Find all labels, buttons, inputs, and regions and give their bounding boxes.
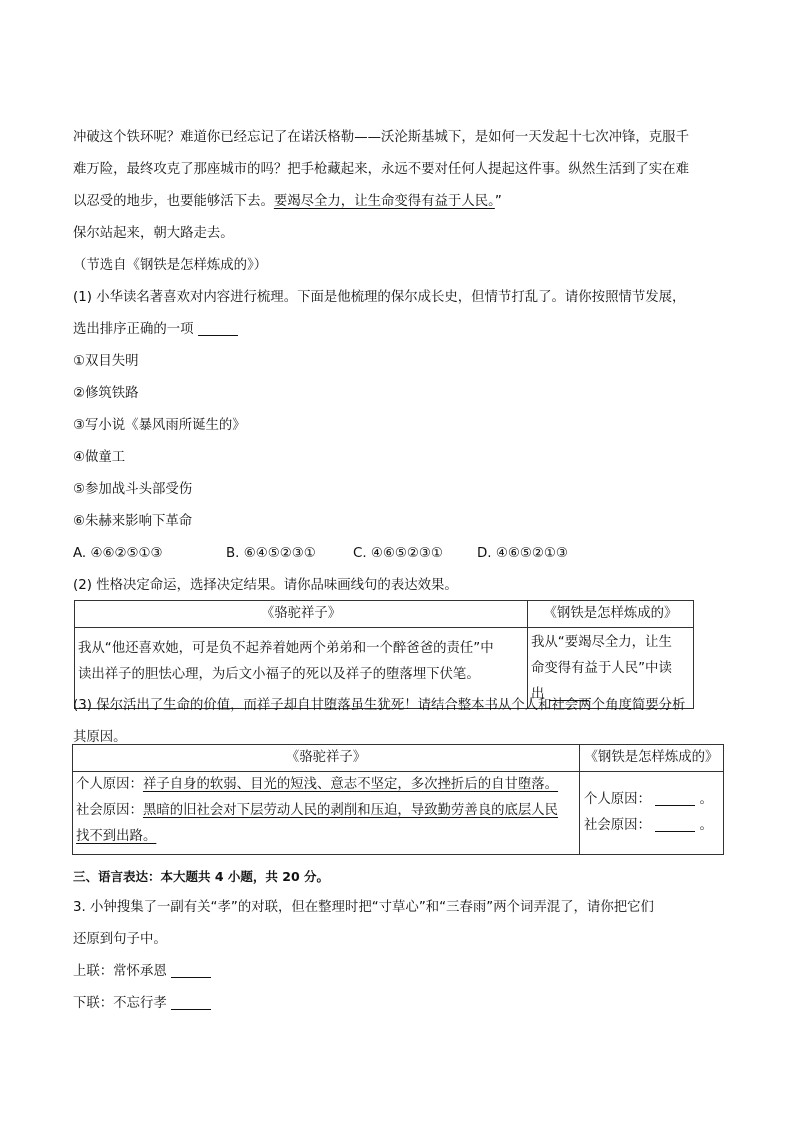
answer-blank[interactable] [171, 995, 211, 1010]
q1-item: ②修筑铁路 [73, 386, 139, 401]
q3-table [72, 744, 724, 855]
option-c[interactable]: C. ④⑥⑤②③① [353, 546, 443, 561]
q3-personal-line [76, 772, 576, 798]
option-a[interactable]: A. ④⑥②⑤①③ [73, 546, 163, 561]
q3-col2-header: 《钢铁是怎样炼成的》 [580, 745, 724, 772]
option-d[interactable]: D. ④⑥⑤②①③ [477, 546, 568, 561]
q2-col1-header: 《骆驼祥子》 [75, 601, 528, 628]
upper-couplet [73, 962, 211, 982]
q2-col1-line: 我从“他还喜欢她，可是负不起养着她两个弟弟和一个醉爸爸的责任”中 [78, 641, 494, 656]
q1-stem-line-1: (1) 小华读名著喜欢对内容进行梳理。下面是他梳理的保尔成长史，但情节打乱了。请你按照情节发展， [73, 290, 686, 305]
q2-col2-line: 命变得有益于人民”中读 [531, 661, 672, 676]
q1-item: ④做童工 [73, 450, 126, 465]
q2-table [74, 600, 694, 709]
period: 。 [699, 792, 713, 807]
answer-blank[interactable] [655, 817, 695, 832]
q3-col2-cell [580, 772, 724, 855]
personal-label: 个人原因： [76, 777, 143, 792]
passage-line-4: 保尔站起来，朝大路走去。 [73, 226, 234, 241]
option-b[interactable]: B. ⑥④⑤②③① [226, 546, 316, 561]
q3-social-line [76, 798, 576, 824]
passage-text: 以忍受的地步，也要能够活下去。 [73, 194, 274, 209]
upper-couplet-text: 上联：常怀承恩 [73, 964, 167, 979]
social-answer: 黑暗的旧社会对下层劳动人民的剥削和压迫，导致勤劳善良的底层人民 [142, 803, 559, 818]
q3-stem-line-1: (3) 保尔活出了生命的价值，而祥子却自甘堕落虽生犹死！请结合整本书从个人和社会两个角度简要分析 [73, 698, 686, 713]
social-label: 社会原因： [584, 818, 651, 833]
q1-stem-text: 选出排序正确的一项 [73, 322, 194, 337]
q1-item: ①双目失明 [73, 354, 139, 369]
passage-line-1: 冲破这个铁环呢？难道你已经忘记了在诺沃格勒——沃沦斯基城下，是如何一天发起十七次冲锋，克服千 [73, 130, 689, 145]
q2-col2-header: 《钢铁是怎样炼成的》 [528, 601, 694, 628]
q3-stem-line-2: 其原因。 [73, 730, 127, 745]
q1-item: ③写小说《暴风雨所诞生的》 [73, 418, 246, 433]
passage-line-2: 难万险，最终攻克了那座城市的吗？把手枪藏起来，永远不要对任何人提起这件事。纵然生活到了实在难 [73, 162, 689, 177]
q3-couplet-stem-2: 还原到句子中。 [73, 932, 167, 947]
section-title: 三、语言表达：本大题共 4 小题，共 20 分。 [73, 869, 330, 884]
lower-couplet-text: 下联：不忘行孝 [73, 996, 167, 1011]
lower-couplet [73, 994, 211, 1014]
q2-col2-text: 出 [531, 687, 545, 702]
passage-line-3 [73, 192, 502, 212]
closing-quote: ” [494, 194, 502, 209]
q3-right-personal [584, 787, 720, 813]
q3-col1-cell [73, 772, 580, 855]
answer-blank[interactable] [171, 963, 211, 978]
q2-col2-line: 我从“要竭尽全力，让生 [531, 635, 672, 650]
period: 。 [699, 818, 713, 833]
q3-right-social [584, 813, 720, 839]
q3-col1-header: 《骆驼祥子》 [73, 745, 580, 772]
underlined-sentence: 要竭尽全力，让生命变得有益于人民。 [273, 194, 495, 209]
q1-item: ⑥朱赫来影响下革命 [73, 514, 193, 529]
q1-stem-line-2 [73, 320, 238, 340]
answer-blank[interactable] [198, 321, 238, 336]
q1-item: ⑤参加战斗头部受伤 [73, 482, 193, 497]
personal-label: 个人原因： [584, 792, 651, 807]
passage-source: （节选自《钢铁是怎样炼成的》） [73, 258, 268, 273]
q2-stem: (2) 性格决定命运，选择决定结果。请你品味画线句的表达效果。 [73, 578, 458, 593]
answer-blank[interactable] [655, 791, 695, 806]
q3-couplet-stem-1: 3. 小钟搜集了一副有关“孝”的对联，但在整理时把“寸草心”和“三春雨”两个词弄混了，请你把它们 [73, 900, 654, 915]
q3-social-line-2: 找不到出路。 [76, 829, 157, 844]
personal-answer: 祥子自身的软弱、目光的短浅、意志不坚定，多次挫折后的自甘堕落。 [142, 777, 559, 792]
social-label: 社会原因： [76, 803, 143, 818]
q2-col1-line: 读出祥子的胆怯心理，为后文小福子的死以及祥子的堕落埋下伏笔。 [78, 667, 480, 682]
